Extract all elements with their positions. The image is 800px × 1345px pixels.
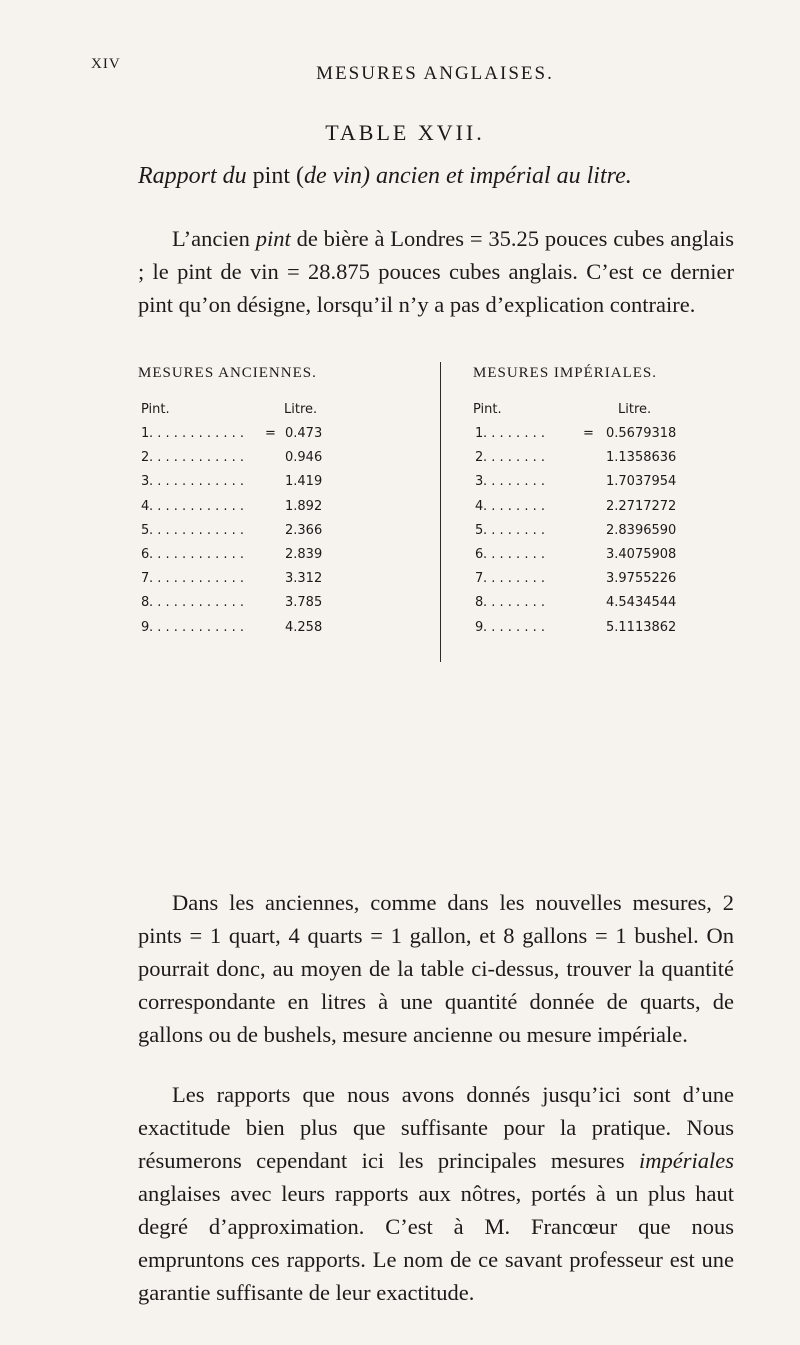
imperial-row	[475, 523, 775, 547]
ancient-row	[141, 450, 441, 474]
imperial-row-litre: 3.9755226	[606, 571, 677, 587]
imperial-row	[475, 474, 775, 498]
imperial-row-litre: 1.1358636	[606, 450, 677, 466]
ancient-row-leader: . . . . . . . . . . . .	[149, 450, 245, 466]
ancient-row-litre: 4.258	[285, 619, 323, 635]
intro-pint-word: pint	[255, 226, 291, 251]
ancient-row-litre: 3.785	[285, 595, 323, 611]
imperial-col-litre: Litre.	[618, 402, 652, 417]
imperial-row-leader: . . . . . . . .	[483, 450, 545, 466]
imperial-row	[475, 499, 775, 523]
ancient-row	[141, 523, 441, 547]
para2-imperiales: impériales	[639, 1148, 734, 1173]
subtitle-pint: pint	[252, 163, 291, 189]
imperial-row-pint: 6	[475, 547, 484, 562]
subtitle-part: ) ancien et impérial au litre.	[362, 163, 632, 189]
imperial-row-leader: . . . . . . . .	[483, 595, 545, 611]
ancient-row-litre: 1.419	[285, 474, 323, 490]
imperial-row-leader: . . . . . . . .	[483, 547, 545, 562]
imperial-row-leader: . . . . . . . .	[483, 619, 545, 635]
imperial-row-pint: 7	[475, 571, 484, 587]
running-head: MESURES ANGLAISES.	[316, 63, 554, 84]
ancient-row	[141, 547, 441, 571]
imperial-row	[475, 595, 775, 619]
ancient-row-litre: 1.892	[285, 498, 323, 514]
ancient-row-leader: . . . . . . . . . . . .	[149, 498, 245, 514]
imperial-col-pint: Pint.	[473, 402, 502, 417]
ancient-row-pint: 7	[141, 571, 150, 587]
imperial-row	[475, 426, 775, 450]
imperial-row-litre: 2.8396590	[606, 522, 677, 538]
ancient-row-pint: 8	[141, 595, 150, 611]
ancient-row-leader: . . . . . . . . . . . .	[149, 474, 245, 490]
imperial-row	[475, 571, 775, 595]
imperial-row-litre: 5.1113862	[606, 619, 677, 635]
table-title: TABLE XVII.	[325, 120, 485, 145]
para1-text: Dans les anciennes, comme dans les nouvelles mesures, 2 pints = 1 quart, 4 quarts = 1 gallon, et 8 gallons = 1 bushel. On pourrait donc, au moyen de la table ci-dessus, trouver la quantité correspondante en litres à une quantité donnée de quarts, de gallons ou de bushels, mesure ancienne ou mesure impériale.	[138, 890, 734, 1047]
ancient-row-litre: 0.473	[285, 426, 323, 441]
imperial-row-litre: 4.5434544	[606, 595, 677, 611]
imperial-row	[475, 547, 775, 571]
imperial-row	[475, 450, 775, 474]
ancient-row-pint: 3	[141, 474, 150, 490]
ancient-row	[141, 499, 441, 523]
ancient-row-litre: 0.946	[285, 450, 323, 466]
imperial-row-pint: 4	[475, 498, 484, 514]
imperial-row-litre: 1.7037954	[606, 474, 677, 490]
ancient-row-litre: 3.312	[285, 571, 323, 587]
ancient-row	[141, 474, 441, 498]
intro-text: de bière à Londres = 35.25 pouces cubes anglais ; le pint de vin = 28.875 pouces cubes anglais. C’est ce dernier pint qu’on désigne, lorsqu’il n’y a pas d’explication contraire.	[138, 226, 734, 317]
imperial-row-litre: 3.4075908	[606, 547, 677, 562]
para2-text: Les rapports que nous avons donnés jusqu’ici sont d’une exactitude bien plus que suffisante pour la pratique. Nous résumerons cependant ici les principales mesures	[138, 1082, 734, 1173]
ancient-heading: MESURES ANCIENNES.	[138, 365, 317, 381]
ancient-row-pint: 5	[141, 522, 150, 538]
ancient-row-pint: 1	[141, 426, 150, 441]
intro-text: L’ancien	[172, 226, 256, 251]
ancient-row-leader: . . . . . . . . . . . .	[149, 547, 245, 562]
ancient-row	[141, 426, 441, 450]
imperial-row-pint: 3	[475, 474, 484, 490]
ancient-row	[141, 571, 441, 595]
imperial-row-leader: . . . . . . . .	[483, 571, 545, 587]
ancient-equals-sign: =	[265, 426, 276, 441]
para2-text: anglaises avec leurs rapports aux nôtres, portés à un plus haut degré d’approximation. C’est à M. Francœur que nous empruntons ces rapports. Le nom de ce savant professeur est une garantie suffisante de leur exactitude.	[138, 1181, 734, 1305]
imperial-row-pint: 5	[475, 522, 484, 538]
imperial-heading: MESURES IMPÉRIALES.	[473, 365, 658, 381]
ancient-row-leader: . . . . . . . . . . . .	[149, 571, 245, 587]
ancient-row-pint: 9	[141, 619, 150, 635]
ancient-row-litre: 2.366	[285, 522, 323, 538]
ancient-row-leader: . . . . . . . . . . . .	[149, 619, 245, 635]
subtitle-part: Rapport du	[138, 163, 253, 189]
ancient-col-litre: Litre.	[284, 402, 318, 417]
imperial-row-leader: . . . . . . . .	[483, 426, 545, 441]
imperial-row	[475, 620, 775, 644]
ancient-row	[141, 595, 441, 619]
subtitle-part: (	[290, 163, 305, 189]
page-number: XIV	[91, 56, 121, 72]
ancient-row	[141, 620, 441, 644]
imperial-equals-sign: =	[583, 426, 594, 441]
imperial-row-leader: . . . . . . . .	[483, 474, 545, 490]
ancient-row-leader: . . . . . . . . . . . .	[149, 522, 245, 538]
imperial-row-pint: 1	[475, 426, 484, 441]
ancient-row-pint: 6	[141, 547, 150, 562]
imperial-row-pint: 9	[475, 619, 484, 635]
ancient-row-litre: 2.839	[285, 547, 323, 562]
imperial-row-pint: 2	[475, 450, 484, 466]
intro-paragraph	[138, 222, 734, 321]
imperial-row-pint: 8	[475, 595, 484, 611]
body-paragraph-2	[138, 1078, 734, 1309]
table-subtitle	[138, 163, 632, 190]
imperial-row-leader: . . . . . . . .	[483, 522, 545, 538]
ancient-row-pint: 2	[141, 450, 150, 466]
imperial-row-leader: . . . . . . . .	[483, 498, 545, 514]
ancient-row-leader: . . . . . . . . . . . .	[149, 426, 245, 441]
ancient-row-leader: . . . . . . . . . . . .	[149, 595, 245, 611]
imperial-row-litre: 2.2717272	[606, 498, 677, 514]
subtitle-de-vin: de vin	[304, 163, 362, 189]
imperial-row-litre: 0.5679318	[606, 426, 677, 441]
ancient-row-pint: 4	[141, 498, 150, 514]
body-paragraph-1	[138, 886, 734, 1051]
ancient-col-pint: Pint.	[141, 402, 170, 417]
